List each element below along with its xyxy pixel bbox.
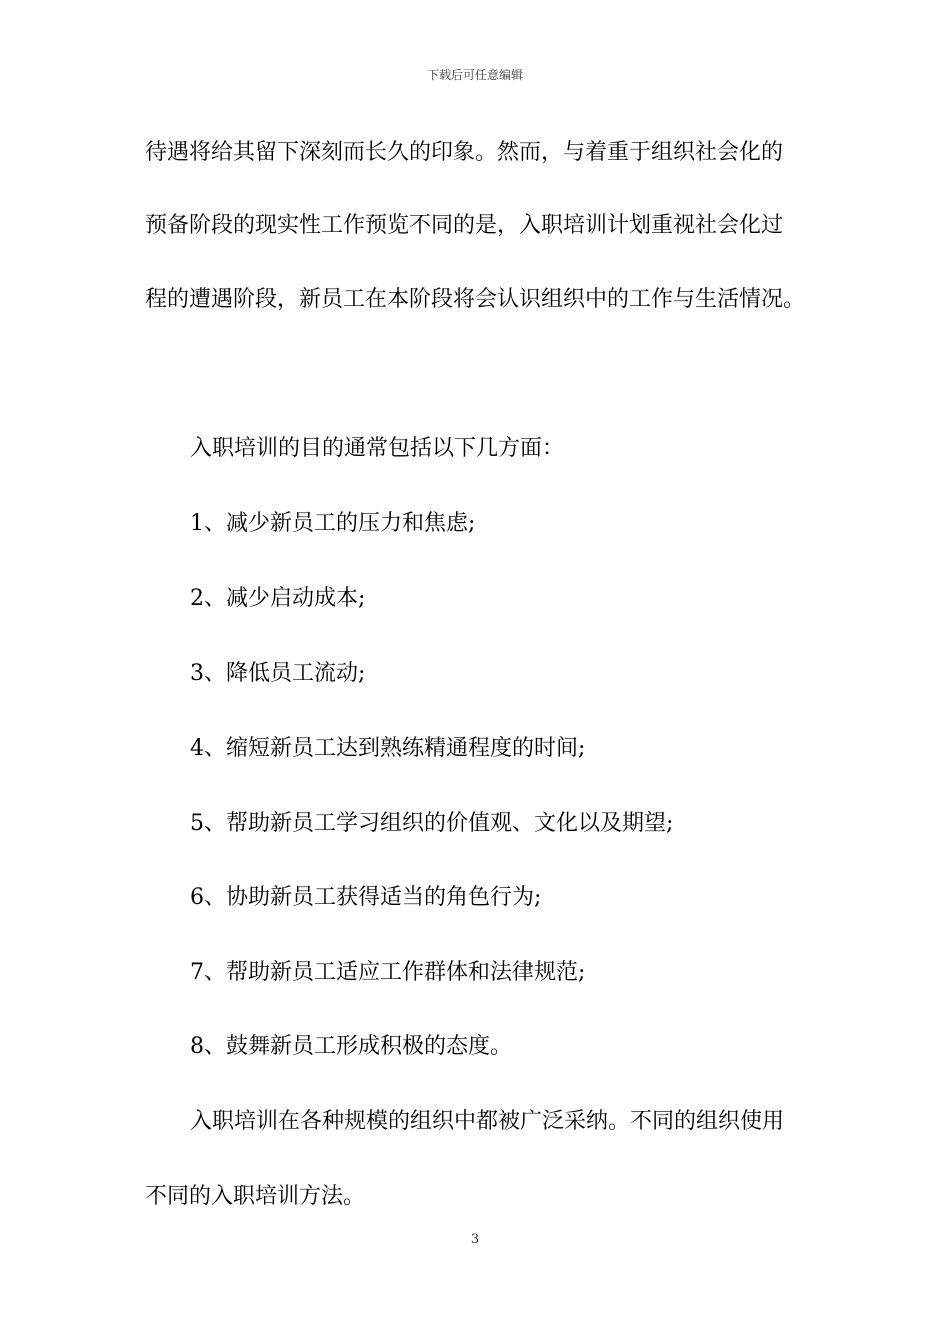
goal-item: 5、帮助新员工学习组织的价值观、文化以及期望; (190, 811, 674, 836)
goal-item: 8、鼓舞新员工形成积极的态度。 (190, 1034, 512, 1059)
paragraph-line: 不同的入职培训方法。 (145, 1184, 366, 1209)
goal-item: 3、降低员工流动; (190, 661, 366, 686)
goal-item: 6、协助新员工获得适当的角色行为; (190, 885, 542, 910)
goal-item: 2、减少启动成本; (190, 586, 366, 611)
paragraph-line: 程的遭遇阶段，新员工在本阶段将会认识组织中的工作与生活情况。 (145, 287, 806, 312)
paragraph-line: 入职培训在各种规模的组织中都被广泛采纳。不同的组织使用 (190, 1109, 785, 1134)
goal-item: 4、缩短新员工达到熟练精通程度的时间; (190, 736, 586, 761)
paragraph-line: 预备阶段的现实性工作预览不同的是，入职培训计划重视社会化过 (145, 213, 784, 238)
goal-item: 7、帮助新员工适应工作群体和法律规范; (190, 960, 586, 985)
page-number: 3 (470, 1232, 480, 1247)
paragraph-line: 待遇将给其留下深刻而长久的印象。然而，与着重于组织社会化的 (145, 140, 784, 165)
goals-intro: 入职培训的目的通常包括以下几方面： (190, 436, 565, 461)
page-header: 下载后可任意编辑 (426, 68, 523, 82)
goal-item: 1、减少新员工的压力和焦虑; (190, 511, 476, 536)
